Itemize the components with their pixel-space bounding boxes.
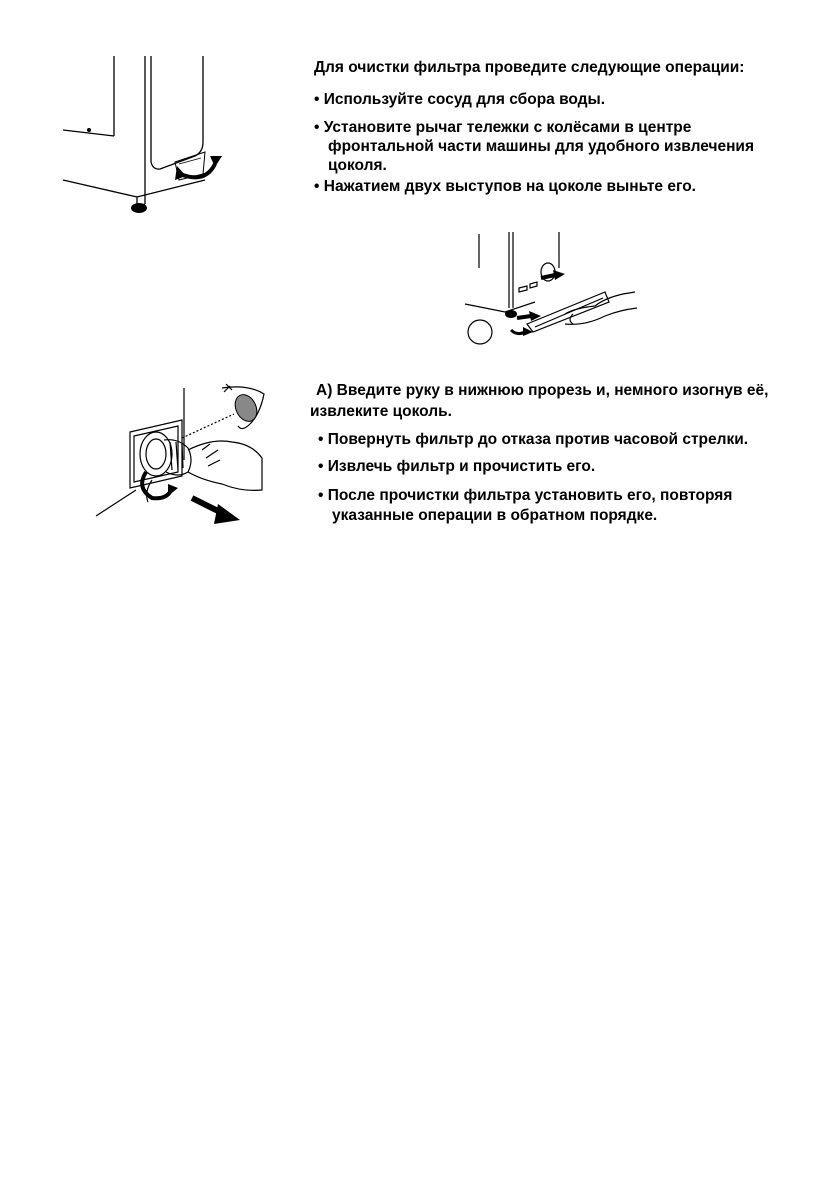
list-item: • Повернуть фильтр до отказа против часовой стрелки. [318,431,749,448]
bullet: • [318,431,324,448]
step-a-line1: A) Введите руку в нижнюю прорезь и, немного изогнув её, [316,382,769,399]
intro-text: Для очистки фильтра проведите следующие операции: [314,59,745,76]
bullet: • [314,119,320,136]
list-item-continuation: цоколя. [328,157,387,174]
bullet: • [318,458,324,475]
illustration-filter-turn [92,380,282,535]
illustration-machine-base [55,52,235,222]
list-item: • Извлечь фильтр и прочистить его. [318,458,596,475]
illustration-plinth-removal [455,228,655,353]
bullet: • [314,91,320,108]
bullet: • [318,487,324,504]
step-label: A) [316,382,333,399]
list-item: • Используйте сосуд для сбора воды. [314,91,606,108]
list-item: • Нажатием двух выступов на цоколе выньте его. [314,178,696,195]
list-item-continuation: фронтальной части машины для удобного извлечения [328,138,755,155]
bullet: • [314,178,320,195]
step-a-line2: извлеките цоколь. [310,403,452,420]
list-item-continuation: указанные операции в обратном порядке. [332,507,658,524]
list-item: • Установите рычаг тележки с колёсами в центре [314,119,692,136]
list-item: • После прочистки фильтра установить его, повторяя [318,487,733,504]
